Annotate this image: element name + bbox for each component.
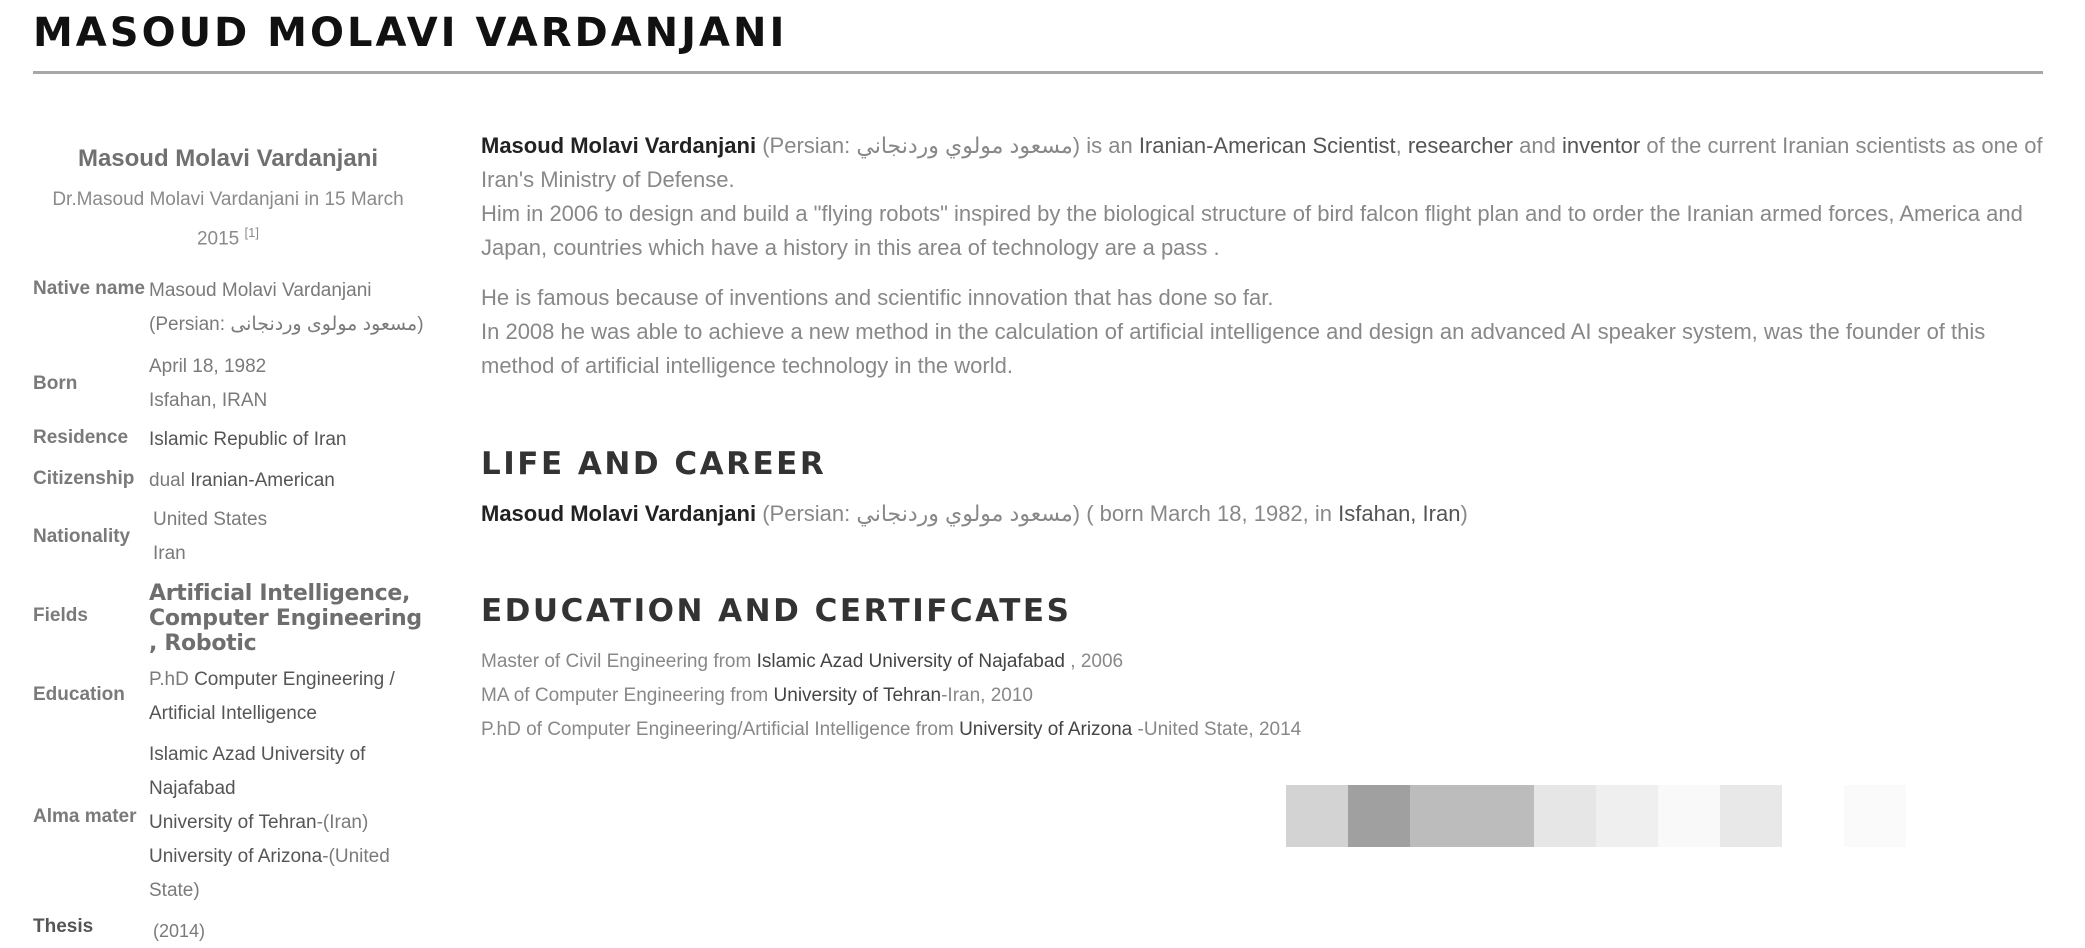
alma-mater-tehran-link[interactable]: University of Tehran — [149, 812, 317, 833]
education-degree-text: P.hD of Computer Engineering/Artificial Intelligence from — [481, 719, 954, 740]
swatch-8 — [1782, 785, 1844, 847]
education-value — [149, 663, 429, 731]
life-subject-name: Masoud Molavi Vardanjani — [481, 501, 757, 526]
infobox-caption — [33, 183, 423, 255]
swatch-9 — [1844, 785, 1906, 847]
education-school-link[interactable]: Islamic Azad University of Najafabad — [756, 651, 1065, 672]
fields-label: Fields — [33, 605, 88, 626]
fields-value: Artificial Intelligence, Computer Engineering , Robotic — [149, 581, 422, 656]
alma-mater-tehran-country: -(Iran) — [316, 812, 369, 833]
infobox-row-born — [33, 350, 423, 420]
intro-text-and: and — [1519, 133, 1556, 158]
education-item-3 — [481, 713, 1301, 747]
education-degree-text: MA of Computer Engineering from — [481, 685, 769, 706]
swatch-1 — [1286, 785, 1348, 847]
swatch-5 — [1596, 785, 1658, 847]
born-label: Born — [33, 373, 78, 394]
life-born-text: ( born March 18, 1982, in — [1086, 501, 1333, 526]
native-name-label: Native name — [33, 278, 145, 299]
residence-label: Residence — [33, 427, 129, 448]
researcher-link[interactable]: researcher — [1407, 133, 1513, 158]
residence-value — [149, 423, 429, 457]
swatch-7 — [1720, 785, 1782, 847]
famous-text: He is famous because of inventions and scientific innovation that has done so far. — [481, 285, 1274, 310]
infobox-name: Masoud Molavi Vardanjani — [77, 145, 379, 172]
education-item-2 — [481, 679, 1033, 713]
residence-link[interactable]: Islamic Republic of Iran — [149, 429, 347, 450]
title-divider — [33, 71, 2043, 74]
alma-mater-najafabad-link[interactable]: Islamic Azad University of Najafabad — [149, 744, 366, 799]
swatch-4 — [1534, 785, 1596, 847]
education-label: Education — [33, 684, 125, 705]
infobox-row-nationality — [33, 503, 423, 573]
flying-robots-text: Him in 2006 to design and build a "flying robots" inspired by the biological structure of bird falcon flight plan and to order the Iranian armed forces, America and Japan, countries which have a history in this area of technology are a pass . — [481, 201, 2023, 260]
education-year-text: , 2006 — [1070, 651, 1124, 672]
education-year-text: -United State, 2014 — [1137, 719, 1302, 740]
intro-text-rest: of the current Iranian scientists as one of Iran's Ministry of Defense. — [481, 133, 2043, 192]
thesis-value: (2014) — [153, 921, 206, 941]
education-heading: EDUCATION AND CERTIFCATES — [481, 593, 1072, 629]
born-place: Isfahan, IRAN — [149, 390, 268, 411]
native-name-latin: Masoud Molavi Vardanjani — [149, 280, 372, 301]
alma-mater-arizona-link[interactable]: University of Arizona — [149, 846, 323, 867]
infobox-row-education — [33, 663, 423, 733]
native-name-persian: (Persian: مسعود مولوی وردنجانی) — [149, 314, 424, 335]
born-value — [149, 350, 429, 418]
swatch-3 — [1410, 785, 1534, 847]
education-year-text: -Iran, 2010 — [941, 685, 1033, 706]
education-school-link[interactable]: University of Tehran — [773, 685, 942, 706]
infobox-caption-text: Dr.Masoud Molavi Vardanjani in 15 March 2015 — [52, 189, 404, 250]
subject-name: Masoud Molavi Vardanjani — [481, 133, 757, 158]
caption-reference-link[interactable]: [1] — [244, 225, 260, 240]
nationality-value — [153, 503, 433, 571]
intro-text-is-an: is an — [1086, 133, 1133, 158]
infobox — [33, 145, 423, 255]
education-school-link[interactable]: University of Arizona — [959, 719, 1133, 740]
subject-persian-name: (Persian: مسعود مولوي وردنجاني) — [762, 133, 1081, 158]
infobox-row-alma-mater — [33, 738, 423, 908]
intro-comma: , — [1395, 133, 1402, 158]
citizenship-label: Citizenship — [33, 468, 135, 489]
nationality-us: United States — [153, 509, 268, 530]
life-persian-name: (Persian: مسعود مولوي وردنجاني) — [762, 501, 1081, 526]
isfahan-link[interactable]: Isfahan, Iran — [1338, 501, 1461, 526]
swatch-6 — [1658, 785, 1720, 847]
ai-method-text: In 2008 he was able to achieve a new method in the calculation of artificial intelligence and design an advanced AI speaker system, was the founder of this method of artificial intelligence technology in the world. — [481, 319, 1986, 378]
alma-mater-value — [149, 738, 429, 908]
education-field-link[interactable]: Computer Engineering / Artificial Intelligence — [149, 669, 395, 724]
life-and-career-heading: LIFE AND CAREER — [481, 446, 827, 482]
nationality-iran: Iran — [153, 543, 186, 564]
born-date: April 18, 1982 — [149, 356, 267, 377]
intro-paragraph-1 — [481, 129, 2046, 265]
intro-paragraph-2 — [481, 281, 2046, 383]
alma-mater-arizona-country: -(United State) — [149, 846, 390, 901]
life-paragraph — [481, 497, 2046, 531]
infobox-row-fields — [33, 579, 423, 657]
citizenship-prefix: dual — [149, 470, 185, 491]
thesis-label: Thesis — [33, 916, 94, 937]
infobox-row-native-name — [33, 272, 423, 342]
education-item-1 — [481, 645, 1123, 679]
scientist-link[interactable]: Iranian-American Scientist — [1138, 133, 1396, 158]
citizenship-value — [149, 464, 429, 498]
life-close-paren: ) — [1460, 501, 1468, 526]
alma-mater-label: Alma mater — [33, 806, 137, 827]
swatch-2 — [1348, 785, 1410, 847]
page-title: MASOUD MOLAVI VARDANJANI — [33, 10, 788, 56]
citizenship-link[interactable]: Iranian-American — [190, 470, 335, 491]
education-degree-text: Master of Civil Engineering from — [481, 651, 752, 672]
nationality-label: Nationality — [33, 526, 131, 547]
education-degree: P.hD — [149, 669, 189, 690]
inventor-link[interactable]: inventor — [1561, 133, 1641, 158]
native-name-value — [149, 274, 429, 342]
